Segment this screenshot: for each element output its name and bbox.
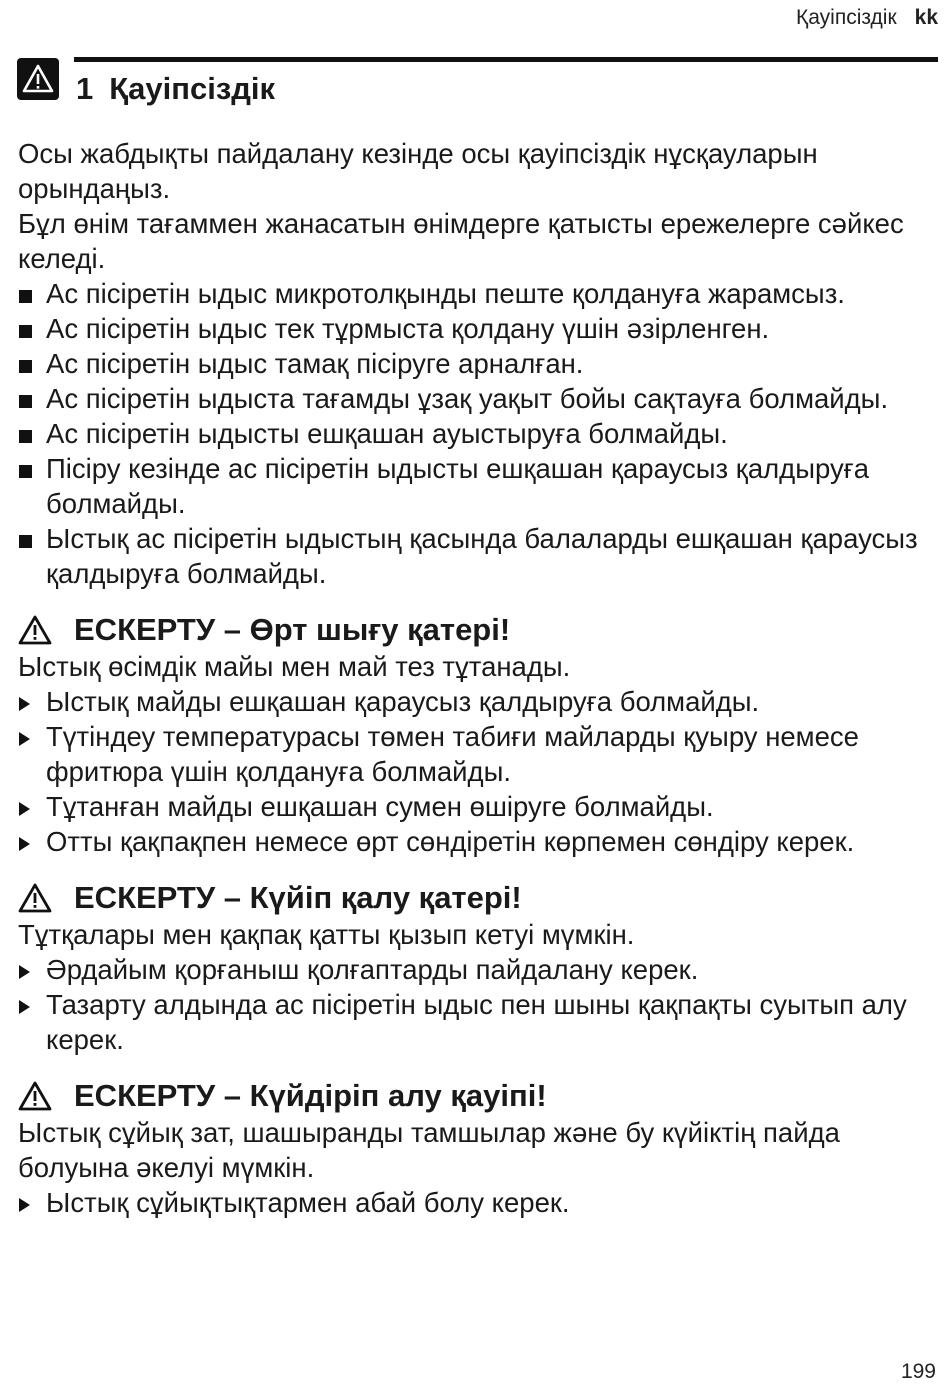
warning-scald [18, 1077, 936, 1220]
warning-text: Ыстық өсімдік майы мен май тез тұтанады. [18, 651, 571, 682]
square-bullet-icon [19, 360, 32, 373]
list-item: Пісіру кезінде ас пісіретін ыдысты ешқашан қараусыз қалдыруға болмайды. [18, 451, 936, 521]
section-title-text: Қауіпсіздік [109, 71, 276, 106]
list-item: Ас пісіретін ыдыс тамақ пісіруге арналған. [18, 346, 936, 381]
arrow-bullet-icon [19, 1000, 30, 1014]
warning-steps [18, 952, 936, 1057]
warning-text: Ыстық сұйық зат, шашыранды тамшылар және бу күйіктің пайда болуына әкелуі мүмкін. [18, 1117, 840, 1183]
list-item: Ас пісіретін ыдыста тағамды ұзақ уақыт бойы сақтауға болмайды. [18, 381, 936, 416]
warning-steps [18, 684, 936, 859]
list-item: Ыстық ас пісіретін ыдыстың қасында балаларды ешқашан қараусыз қалдыруға болмайды. [18, 521, 936, 591]
arrow-bullet-icon [19, 1198, 30, 1212]
list-item: Тазарту алдында ас пісіретін ыдыс пен шыны қақпақты суытып алу керек. [18, 987, 936, 1057]
square-bullet-icon [19, 395, 32, 408]
warning-title: ЕСКЕРТУ – Күйіп қалу қатері! [18, 879, 936, 917]
square-bullet-icon [19, 535, 32, 548]
header-language-code: kk [914, 6, 938, 29]
header-section-name: Қауіпсіздік [795, 6, 897, 29]
square-bullet-icon [19, 325, 32, 338]
list-item: Ыстық сұйықтықтармен абай болу керек. [18, 1185, 936, 1220]
square-bullet-icon [19, 430, 32, 443]
header-rule [74, 57, 938, 62]
list-item: Әрдайым қорғаныш қолғаптарды пайдалану керек. [18, 952, 936, 987]
content [18, 136, 936, 1220]
intro-paragraph: Бұл өнім тағаммен жанасатын өнімдерге қатысты ережелерге сәйкес келеді. [18, 208, 904, 274]
arrow-bullet-icon [19, 732, 30, 746]
warning-triangle-icon [18, 1080, 52, 1112]
arrow-bullet-icon [19, 837, 30, 851]
arrow-bullet-icon [19, 697, 30, 711]
warning-text: Тұтқалары мен қақпақ қатты қызып кетуі мүмкін. [18, 919, 635, 950]
list-item: Ас пісіретін ыдыс микротолқынды пеште қолдануға жарамсыз. [18, 276, 936, 311]
list-item: Отты қақпақпен немесе өрт сөндіретін көрпемен сөндіру керек. [18, 824, 936, 859]
page-number: 199 [900, 1360, 936, 1383]
warning-steps [18, 1185, 936, 1220]
list-item: Ас пісіретін ыдысты ешқашан ауыстыруға болмайды. [18, 416, 936, 451]
warning-title: ЕСКЕРТУ – Күйдіріп алу қауіпі! [18, 1077, 936, 1115]
warning-triangle-icon [18, 614, 52, 646]
section-number: 1 [76, 71, 94, 106]
list-item: Ыстық майды ешқашан қараусыз қалдыруға болмайды. [18, 684, 936, 719]
list-item: Тұтанған майды ешқашан сумен өшіруге болмайды. [18, 789, 936, 824]
intro-paragraph: Осы жабдықты пайдалану кезінде осы қауіпсіздік нұсқауларын орындаңыз. [18, 138, 818, 204]
warning-title: ЕСКЕРТУ – Өрт шығу қатері! [18, 611, 936, 649]
warning-fire [18, 611, 936, 859]
section-title [76, 70, 275, 108]
safety-rules-list [18, 276, 936, 591]
list-item: Түтіндеу температурасы төмен табиғи майларды қуыру немесе фритюра үшін қолдануға болмайды. [18, 719, 936, 789]
warning-icon [17, 58, 59, 100]
arrow-bullet-icon [19, 802, 30, 816]
square-bullet-icon [19, 465, 32, 478]
running-header [796, 6, 938, 30]
list-item: Ас пісіретін ыдыс тек тұрмыста қолдану үшін әзірленген. [18, 311, 936, 346]
arrow-bullet-icon [19, 965, 30, 979]
warning-triangle-icon [18, 882, 52, 914]
warning-burn [18, 879, 936, 1057]
square-bullet-icon [19, 290, 32, 303]
